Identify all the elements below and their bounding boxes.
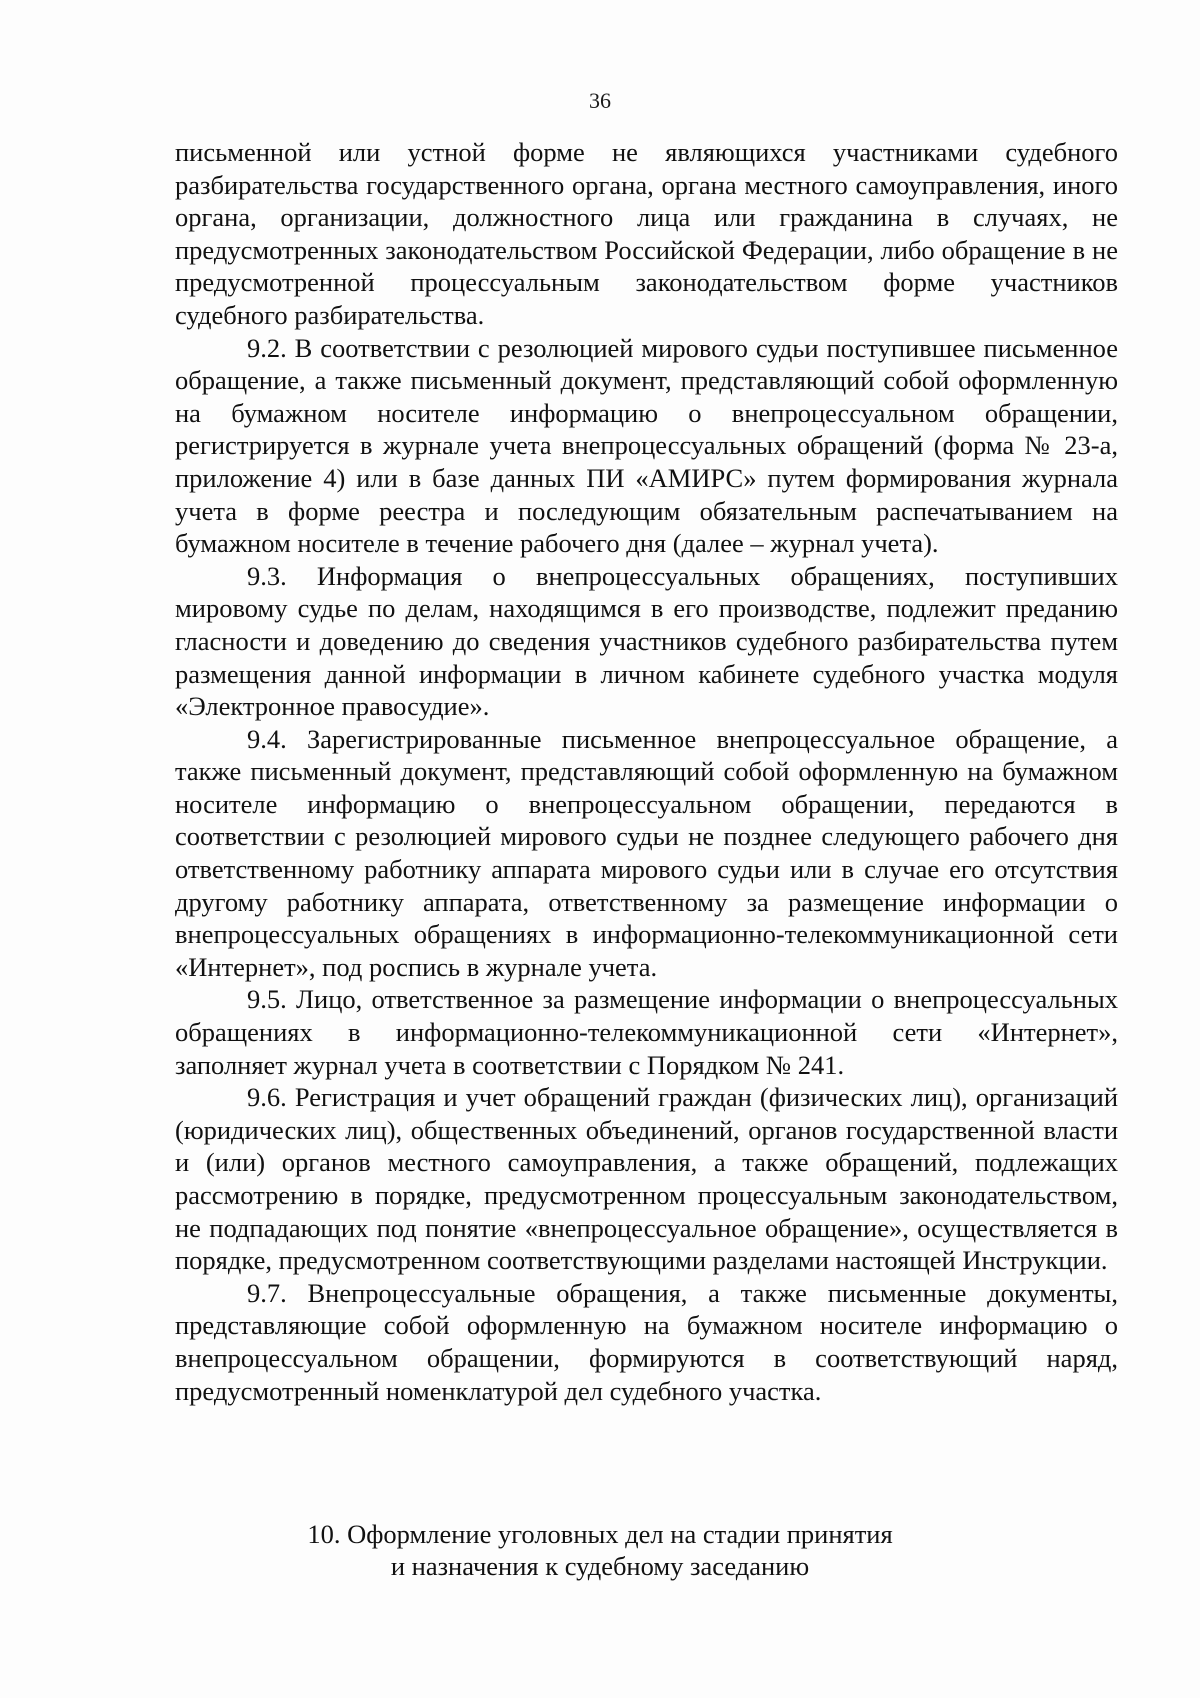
section-heading [0, 1518, 1200, 1582]
paragraph-9-7: 9.7. Внепроцессуальные обращения, а также письменные документы, представляющие собой оформленную на бумажном носителе информацию о внепроцессуальном обращении, формируются в соответствующий наряд, предусмотренный номенклатурой дел судебного участка. [175, 1277, 1118, 1406]
paragraph-9-4: 9.4. Зарегистрированные письменное внепроцессуальное обращение, а также письменный документ, представляющий собой оформленную на бумажном носителе информацию о внепроцессуальном обращении, передаются в соответствии с резолюцией мирового судьи не позднее следующего рабочего дня ответственному работнику аппарата мирового судьи или в случае его отсутствия другому работнику аппарата, ответственному за размещение информации о внепроцессуальных обращениях в информационно-телекоммуникационной сети «Интернет», под роспись в журнале учета. [175, 723, 1118, 982]
paragraph-9-2: 9.2. В соответствии с резолюцией мирового судьи поступившее письменное обращение, а также письменный документ, представляющий собой оформленную на бумажном носителе информацию о внепроцессуальном обращении, регистрируется в журнале учета внепроцессуальных обращений (форма № 23-а, приложение 4) или в базе данных ПИ «АМИРС» путем формирования журнала учета в форме реестра и последующим обязательным распечатыванием на бумажном носителе в течение рабочего дня (далее – журнал учета). [175, 332, 1118, 559]
page-number: 36 [589, 88, 611, 113]
paragraph-9-6: 9.6. Регистрация и учет обращений граждан (физических лиц), организаций (юридических лиц), общественных объединений, органов государственной власти и (или) органов местного самоуправления, а также обращений, подлежащих рассмотрению в порядке, предусмотренном процессуальным законодательством, не подпадающих под понятие «внепроцессуальное обращение», осуществляется в порядке, предусмотренном соответствующими разделами настоящей Инструкции. [175, 1082, 1118, 1276]
section-heading-line-2: и назначения к судебному заседанию [390, 1551, 810, 1581]
section-heading-line-1: 10. Оформление уголовных дел на стадии принятия [307, 1519, 893, 1549]
paragraph-9-5: 9.5. Лицо, ответственное за размещение информации о внепроцессуальных обращениях в информационно-телекоммуникационной сети «Интернет», заполняет журнал учета в соответствии с Порядком № 241. [175, 984, 1118, 1080]
document-body [175, 136, 1118, 1407]
paragraph-continuation: письменной или устной форме не являющихся участниками судебного разбирательства государственного органа, органа местного самоуправления, иного органа, организации, должностного лица или гражданина в случаях, не предусмотренных законодательством Российской Федерации, либо обращение в не предусмотренной процессуальным законодательством форме участников судебного разбирательства. [175, 137, 1118, 330]
paragraph-9-3: 9.3. Информация о внепроцессуальных обращениях, поступивших мировому судье по делам, находящимся в его производстве, подлежит преданию гласности и доведению до сведения участников судебного разбирательства путем размещения данной информации в личном кабинете судебного участка модуля «Электронное правосудие». [175, 560, 1118, 722]
